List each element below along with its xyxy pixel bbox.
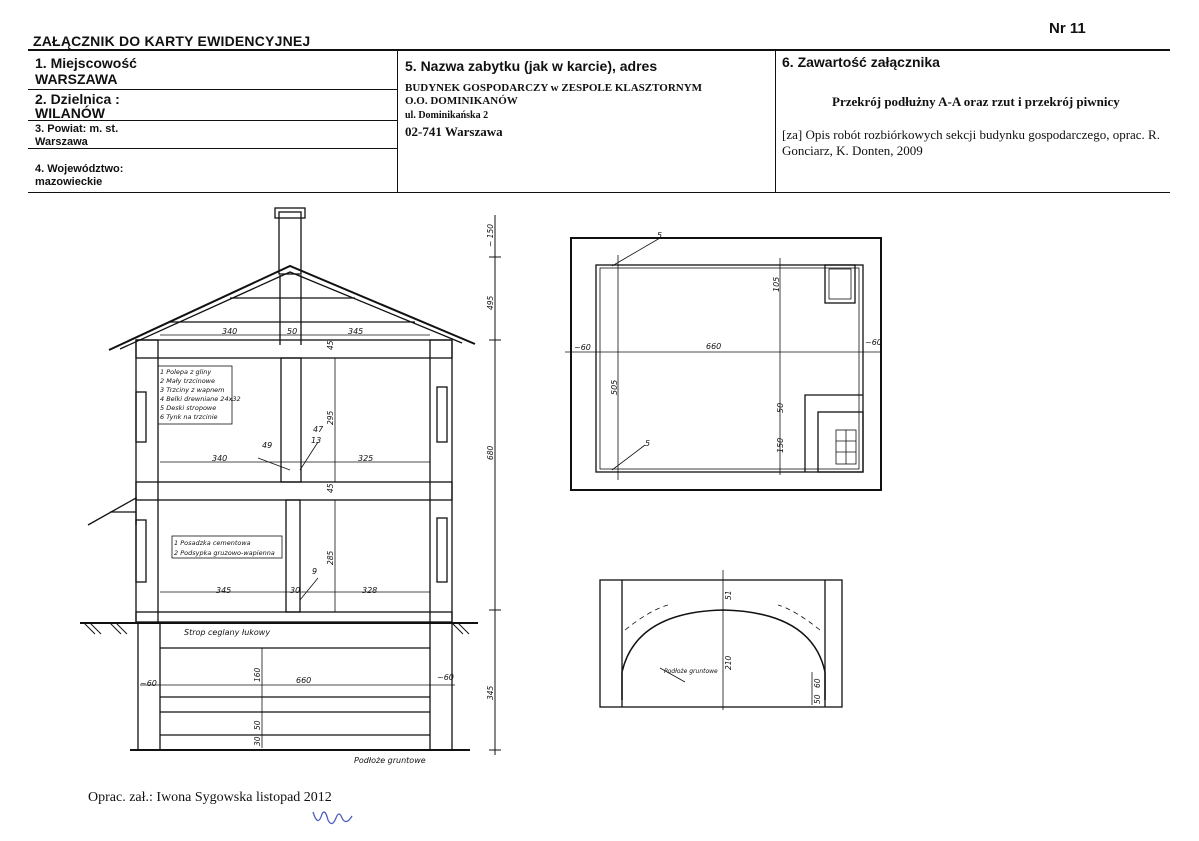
county-label: 3. Powiat: m. st. xyxy=(35,123,119,135)
lower-legend-2: 2 Podsypka gruzowo-wapienna xyxy=(174,549,275,557)
plan-dim-width: 660 xyxy=(706,342,722,351)
vault-dim-side1: 60 xyxy=(813,678,822,688)
county-value: Warszawa xyxy=(35,136,88,148)
attachment-title: ZAŁĄCZNIK DO KARTY EWIDENCYJNEJ xyxy=(33,33,311,49)
dim-lower-left: 345 xyxy=(216,586,232,595)
signature-scribble xyxy=(310,806,360,832)
dim-cellar-width: 660 xyxy=(296,676,312,685)
dim-v-top: ~ 150 xyxy=(486,224,495,247)
dim-upper-left: 340 xyxy=(212,454,228,463)
ground-label: Podłoże gruntowe xyxy=(354,756,426,765)
upper-legend-2: 2 Mały trzcinowe xyxy=(160,377,215,385)
dim-v-upper-top: 45 xyxy=(326,340,335,350)
locality-label: 1. Miejscowość xyxy=(35,55,137,71)
content-title: Przekrój podłużny A-A oraz rzut i przekrój piwnicy xyxy=(832,94,1120,109)
dim-roof-left: 340 xyxy=(222,327,238,336)
prepared-by: Oprac. zał.: Iwona Sygowska listopad 2012 xyxy=(88,790,332,805)
dim-beam-13: 13 xyxy=(311,436,322,445)
upper-legend-5: 5 Deski stropowe xyxy=(160,404,217,412)
plan-dim-top: 105 xyxy=(772,276,781,292)
upper-legend-4: 4 Belki drewniane 24x32 xyxy=(160,395,241,403)
locality-value: WARSZAWA xyxy=(35,71,118,87)
plan-dim-left: ~60 xyxy=(574,343,591,352)
cellar-plan-drawing xyxy=(565,238,881,490)
voivodeship-label: 4. Województwo: xyxy=(35,163,124,175)
upper-legend-3: 3 Trzciny z wapnem xyxy=(160,386,225,394)
vault-section-drawing xyxy=(600,570,842,710)
cellar-ceiling-label: Strop ceglany łukowy xyxy=(184,628,271,637)
dim-v-total: 680 xyxy=(486,445,495,460)
cellar-right-wall xyxy=(430,623,452,750)
plan-dim-mid: 50 xyxy=(776,402,785,413)
first-floor-ceiling xyxy=(136,482,452,500)
content-description: [za] Opis robót rozbiórkowych sekcji budynku gospodarczego, oprac. R. Gonciarz, K. Donten, 2009 xyxy=(782,127,1160,158)
ground-floor-slab xyxy=(136,612,452,622)
lower-legend-1: 1 Posadzka cementowa xyxy=(174,539,251,547)
monument-heading: 5. Nazwa zabytku (jak w karcie), adres xyxy=(405,58,658,74)
plan-dim-height: 505 xyxy=(610,379,619,395)
dim-v-cellar-h: 160 xyxy=(253,667,262,682)
plan-marker-bottom: 5 xyxy=(645,439,651,448)
plan-dim-right: ~60 xyxy=(865,338,882,347)
district-value: WILANÓW xyxy=(35,105,105,121)
dim-v-cellar: 345 xyxy=(486,685,495,700)
attic-floor xyxy=(136,340,452,358)
plan-dim-bottom: 150 xyxy=(776,437,785,453)
vault-dim-top: 51 xyxy=(724,590,733,600)
monument-city: 02-741 Warszawa xyxy=(405,124,503,139)
vault-floor-label: Podłoże gruntowe xyxy=(664,668,718,675)
plan-marker-top: 5 xyxy=(657,231,663,240)
upper-legend-6: 6 Tynk na trzcinie xyxy=(160,413,218,421)
vault-dim-side2: 50 xyxy=(813,694,822,704)
district-label: 2. Dzielnica : xyxy=(35,91,120,107)
dim-v-upper: 295 xyxy=(326,410,335,425)
dim-cellar-left: ~60 xyxy=(140,679,157,688)
dim-v-lower-top: 45 xyxy=(326,483,335,493)
dim-v-lower: 285 xyxy=(326,550,335,565)
monument-name-line2: O.O. DOMINIKANÓW xyxy=(405,95,518,107)
dim-beam-47: 47 xyxy=(313,425,324,434)
dim-beam-49: 49 xyxy=(262,441,273,450)
dim-v-roof: 495 xyxy=(486,295,495,310)
upper-legend-1: 1 Polepa z gliny xyxy=(160,368,212,376)
dim-v-cellar-50: 50 xyxy=(253,720,262,730)
dim-lower-mid: 30 xyxy=(290,586,301,595)
monument-name-line1: BUDYNEK GOSPODARCZY w ZESPOLE KLASZTORNYM xyxy=(405,82,703,94)
dim-v-cellar-30: 30 xyxy=(253,736,262,746)
chimney-shape xyxy=(279,212,301,274)
voivodeship-value: mazowieckie xyxy=(35,176,103,188)
dim-cellar-right: ~60 xyxy=(437,673,454,682)
sheet-number: Nr 11 xyxy=(1049,20,1086,37)
vault-dim-height: 210 xyxy=(724,655,733,670)
dim-roof-right: 345 xyxy=(348,327,364,336)
dim-roof-mid: 50 xyxy=(287,327,298,336)
dim-upper-right: 325 xyxy=(358,454,374,463)
content-heading: 6. Zawartość załącznika xyxy=(782,54,940,70)
dim-beam-9: 9 xyxy=(312,567,318,576)
monument-street: ul. Dominikańska 2 xyxy=(405,110,489,121)
dim-lower-right: 328 xyxy=(362,586,378,595)
